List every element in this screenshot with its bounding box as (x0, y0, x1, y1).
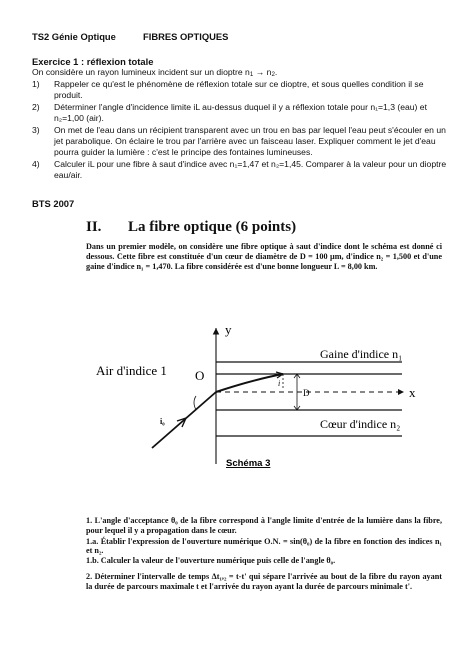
refracted-ray (216, 374, 283, 392)
exercise-question: 4) Calculer iL pour une fibre à saut d'indice avec n₁=1,47 et n₂=1,45. Comparer à la valeur pour un dioptre eau/air. (32, 158, 447, 181)
section-number: II. (86, 219, 102, 235)
origin-label: O (195, 368, 205, 383)
exercise-question: 2) Déterminer l'angle d'incidence limite iL au-dessus duquel il y a réflexion totale pour n₁=1,3 (eau) et n₂=1,00 (air). (32, 101, 427, 124)
angle-theta-label: i₀ (160, 417, 165, 426)
x-axis-label: x (409, 385, 416, 400)
coeur-label: Cœur d'indice n₂ (320, 417, 401, 431)
diagram-caption: Schéma 3 (226, 458, 271, 469)
section-title: La fibre optique (6 points) (128, 219, 297, 235)
page-title: FIBRES OPTIQUES (143, 31, 229, 42)
y-axis-label: y (225, 322, 232, 337)
bts-question: 1.a. Établir l'expression de l'ouverture numérique O.N. = sin(θ₀) de la fibre en fonction des indices n₁ et n₂. (86, 536, 442, 556)
bts-question-block (86, 516, 442, 592)
bts-intro: Dans un premier modèle, on considère une fibre optique à saut d'indice dont le schéma est donné ci dessous. Cette fibre est constituée d'un cœur de diamètre de D = 100 µm, d'indice n₂ = 1,500 et d'une gaine d'indice n₁ = 1,470. La fibre considérée est d'une bonne longueur L = 8,00 km. (86, 242, 442, 271)
exercise-question-list (32, 79, 450, 182)
exercise-question: 1) Rappeler ce qu'est le phénomène de réflexion totale sur ce dioptre, et sous quelles condition il se produit. (32, 79, 424, 101)
bts-label: BTS 2007 (32, 198, 75, 209)
exercise-intro: On considère un rayon lumineux incident sur un dioptre $n_1 \to n_2$. (32, 67, 278, 78)
fiber-diagram (0, 312, 474, 472)
class-label: TS2 Génie Optique (32, 31, 116, 42)
angle-i-label: i (278, 379, 281, 388)
exercise-title: Exercice 1 : réflexion totale (32, 56, 154, 67)
diameter-label: D (303, 388, 310, 398)
air-label: Air d'indice 1 (96, 363, 167, 378)
bts-question: 2. Déterminer l'intervalle de temps Δt₁,₂ = t-t' qui sépare l'arrivée au bout de la fibre du rayon ayant la durée de parcours maximale t et l'arrivée du rayon ayant la durée de parcours minimale t'. (86, 571, 443, 591)
bts-question: 1.b. Calculer la valeur de l'ouverture numérique puis celle de l'angle θ₀. (86, 556, 336, 566)
page-header (32, 31, 116, 42)
bts-question: 1. L'angle d'acceptance θ₀ de la fibre correspond à l'angle limite d'entrée de la lumière dans la fibre, pour lequel il y a propagation dans le cœur. (86, 516, 442, 535)
exercise-question: 3) On met de l'eau dans un récipient transparent avec un trou en bas par lequel l'eau peut s'écouler en un jet parabolique. On éclaire le trou par l'arrière avec un faisceau laser. Expliquer comment le jet d'eau pourra guider la lumière : c'est le principe des fontaines lumineuses. (32, 124, 446, 158)
gaine-label: Gaine d'indice n₁ (320, 347, 403, 361)
